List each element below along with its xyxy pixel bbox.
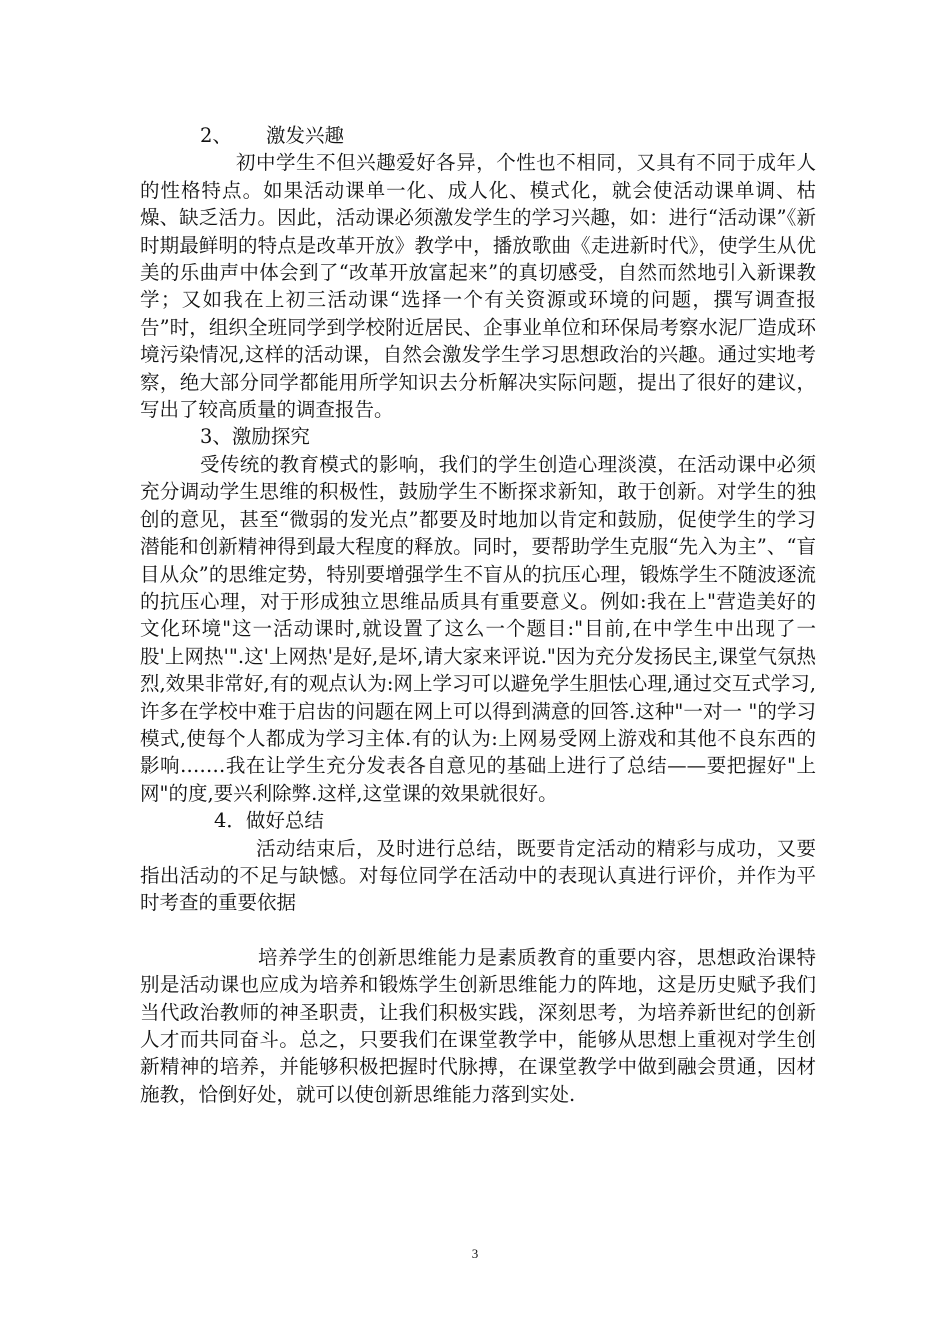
conclusion-paragraph: 培养学生的创新思维能力是素质教育的重要内容，思想政治课特别是活动课也应成为培养和锻炼学生创新思维能力的阵地，这是历史赋予我们当代政治教师的神圣职责，让我们积极实践，深刻思考，为培养新世纪的创新人才而共同奋斗。总之，只要我们在课堂教学中，能够从思想上重视对学生创新精神的培养，并能够积极把握时代脉搏，在课堂教学中做到融会贯通，因材施教，恰倒好处，就可以使创新思维能力落到实处. (140, 945, 816, 1106)
page-number: 3 (471, 1246, 479, 1261)
section-3-heading: 3、激励探究 (200, 425, 310, 449)
section-2-number: 2、 (200, 124, 232, 147)
section-4-paragraph: 活动结束后，及时进行总结，既要肯定活动的精彩与成功，又要指出活动的不足与缺憾。对每位同学在活动中的表现认真进行评价，并作为平时考查的重要依据 (140, 836, 816, 915)
section-2-paragraph: 初中学生不但兴趣爱好各异，个性也不相同，又具有不同于成年人的性格特点。如果活动课单一化、成人化、模式化，就会使活动课单调、枯燥、缺乏活力。因此，活动课必须激发学生的学习兴趣，如：进行“活动课”《新时期最鲜明的特点是改革开放》教学中，播放歌曲《走进新时代》，使学生从优美的乐曲声中体会到了“改革开放富起来”的真切感受，自然而然地引入新课教学；又如我在上初三活动课“选择一个有关资源或环境的问题，撰写调查报告”时，组织全班同学到学校附近居民、企事业单位和环保局考察水泥厂造成环境污染情况,这样的活动课，自然会激发学生学习思想政治的兴趣。通过实地考察，绝大部分同学都能用所学知识去分析解决实际问题，提出了很好的建议，写出了较高质量的调查报告。 (140, 151, 816, 422)
document-body (140, 122, 816, 1108)
section-4-heading: 4．做好总结 (214, 809, 324, 833)
section-2-heading (140, 122, 816, 149)
section-2-title: 激发兴趣 (266, 124, 345, 147)
section-3-paragraph: 受传统的教育模式的影响，我们的学生创造心理淡漠，在活动课中必须充分调动学生思维的积极性，鼓励学生不断探求新知，敢于创新。对学生的独创的意见，甚至“微弱的发光点”都要及时地加以肯定和鼓励，促使学生的学习潜能和创新精神得到最大程度的释放。同时，要帮助学生克服“先入为主”、“盲目从众”的思维定势，特别要增强学生不盲从的抗压心理，锻炼学生不随波逐流的抗压心理，对于形成独立思维品质具有重要意义。例如:我在上"营造美好的文化环境"这一活动课时,就设置了这么一个题目:"目前,在中学生中出现了一股'上网热'".这'上网热'是好,是坏,请大家来评说."因为充分发扬民主,课堂气氛热烈,效果非常好,有的观点认为:网上学习可以避免学生胆怯心理,通过交互式学习,许多在学校中难于启齿的问题在网上可以得到满意的回答.这种"一对一 "的学习模式,使每个人都成为学习主体.有的认为:上网易受网上游戏和其他不良东西的影响.……我在让学生充分发表各自意见的基础上进行了总结——要把握好"上网"的度,要兴利除弊.这样,这堂课的效果就很好。 (140, 452, 816, 805)
